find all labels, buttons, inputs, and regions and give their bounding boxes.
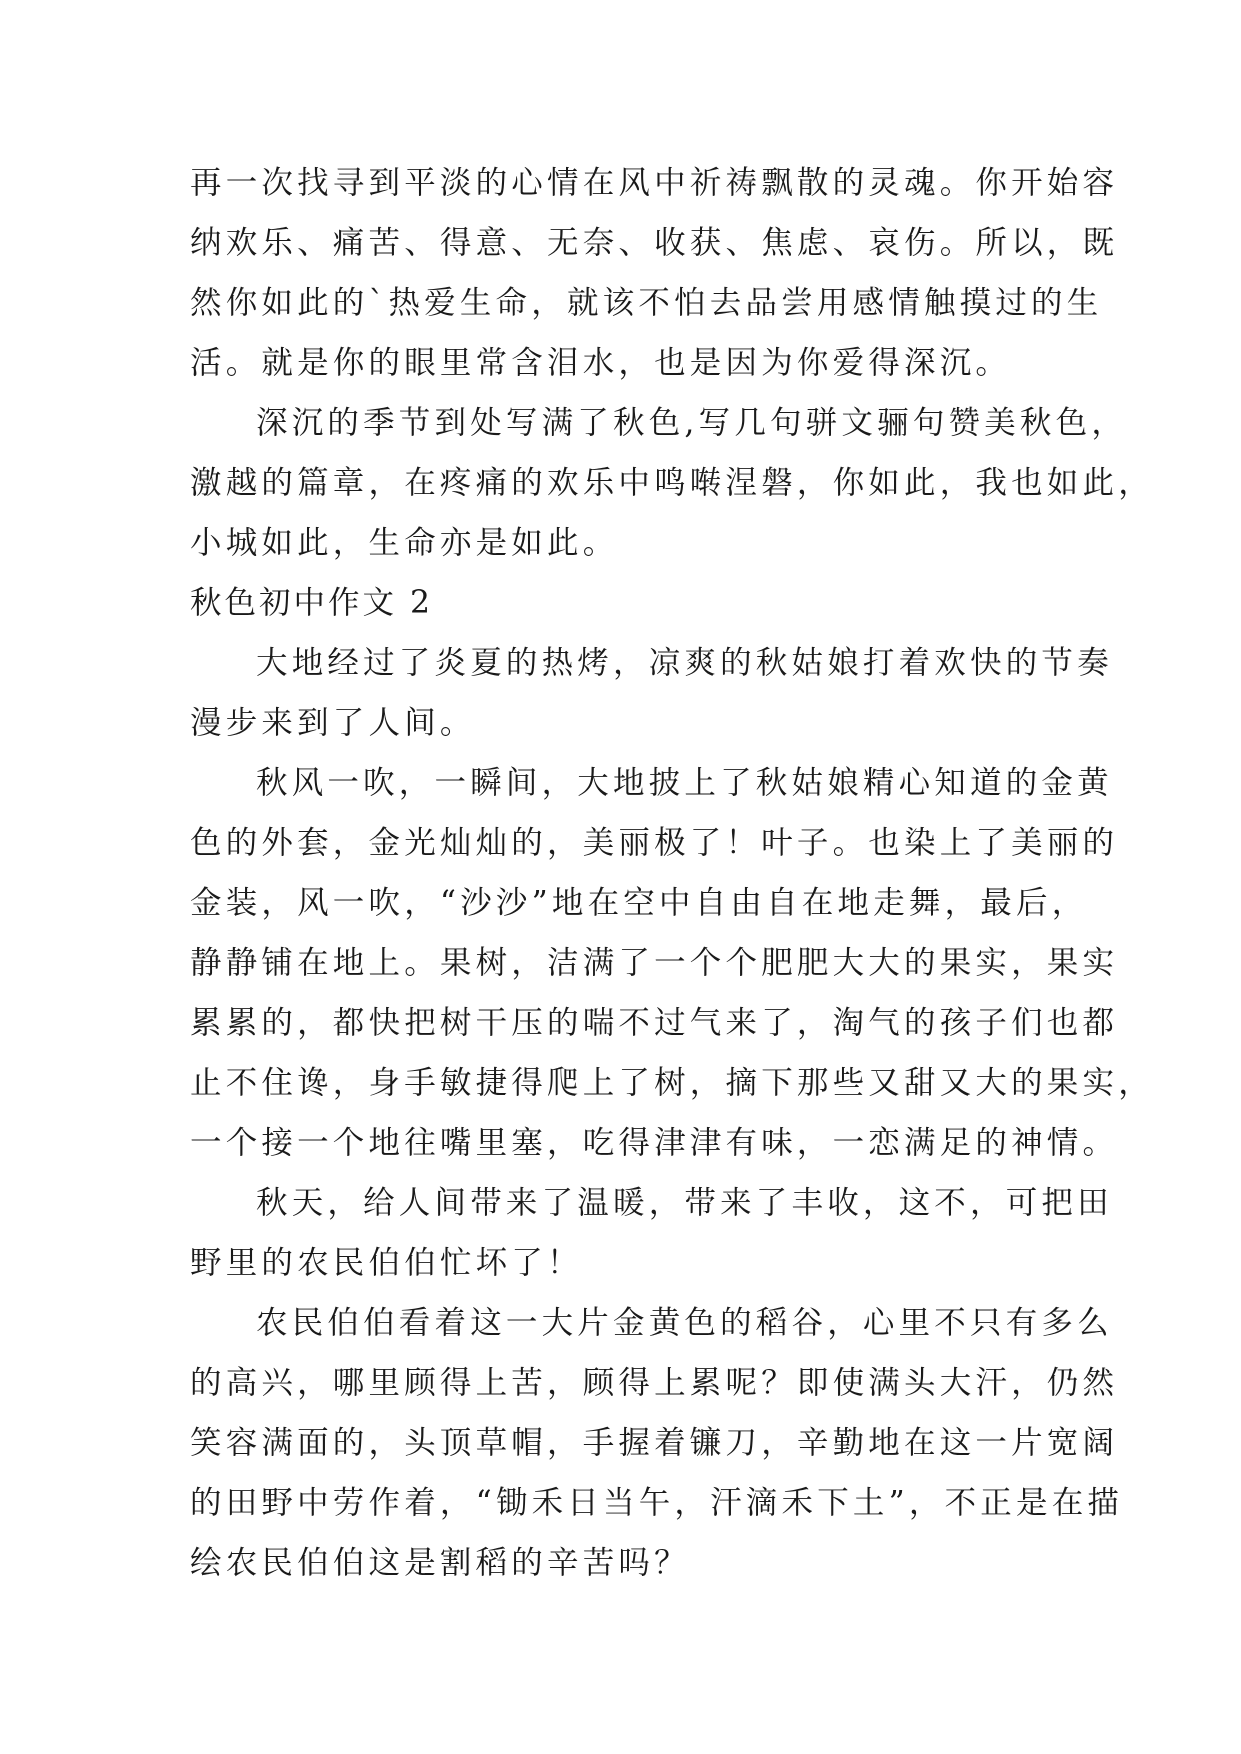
text-line: 活。就是你的眼里常含泪水，也是因为你爱得深沉。 [190,345,1012,381]
text-line: 金装，风一吹，“沙沙”地在空中自由自在地走舞，最后， [190,885,1088,921]
text-line: 然你如此的`热爱生命，就该不怕去品尝用感情触摸过的生 [190,285,1103,321]
text-line: 野里的农民伯伯忙坏了！ [190,1245,583,1281]
text-line: 漫步来到了人间。 [190,705,476,741]
text-line: 的高兴，哪里顾得上苦，顾得上累呢？即使满头大汗，仍然 [190,1365,1119,1401]
text-line: 再一次找寻到平淡的心情在风中祈祷飘散的灵魂。你开始容 [190,165,1119,201]
text-line: 绘农民伯伯这是割稻的辛苦吗？ [190,1545,690,1581]
text-line: 静静铺在地上。果树，洁满了一个个肥肥大大的果实，果实 [190,945,1119,981]
paragraph-start-line: 大地经过了炎夏的热烤，凉爽的秋姑娘打着欢快的节奏 [256,645,1113,681]
paragraph-start-line: 秋风一吹，一瞬间，大地披上了秋姑娘精心知道的金黄 [256,765,1113,801]
text-line: 的田野中劳作着，“锄禾日当午，汗滴禾下土”，不正是在描 [190,1485,1124,1521]
text-line: 小城如此，生命亦是如此。 [190,525,619,561]
document-body [190,153,1154,1593]
text-line: 色的外套，金光灿灿的，美丽极了！叶子。也染上了美丽的 [190,825,1119,861]
paragraph-start-line: 农民伯伯看着这一大片金黄色的稻谷，心里不只有多么 [256,1305,1113,1341]
text-line: 笑容满面的，头顶草帽，手握着镰刀，辛勤地在这一片宽阔 [190,1425,1119,1461]
text-line: 累累的，都快把树干压的喘不过气来了，淘气的孩子们也都 [190,1005,1119,1041]
paragraph-start-line: 深沉的季节到处写满了秋色,写几句骈文骊句赞美秋色， [256,405,1128,441]
paragraph-start-line: 秋天，给人间带来了温暖，带来了丰收，这不，可把田 [256,1185,1113,1221]
text-line: 纳欢乐、痛苦、得意、无奈、收获、焦虑、哀伤。所以，既 [190,225,1119,261]
text-line: 激越的篇章，在疼痛的欢乐中鸣啭涅磐，你如此，我也如此， [190,465,1154,501]
text-line: 止不住谗，身手敏捷得爬上了树，摘下那些又甜又大的果实， [190,1065,1154,1101]
section-heading: 秋色初中作文 2 [190,585,434,621]
text-line: 一个接一个地往嘴里塞，吃得津津有味，一恋满足的神情。 [190,1125,1119,1161]
